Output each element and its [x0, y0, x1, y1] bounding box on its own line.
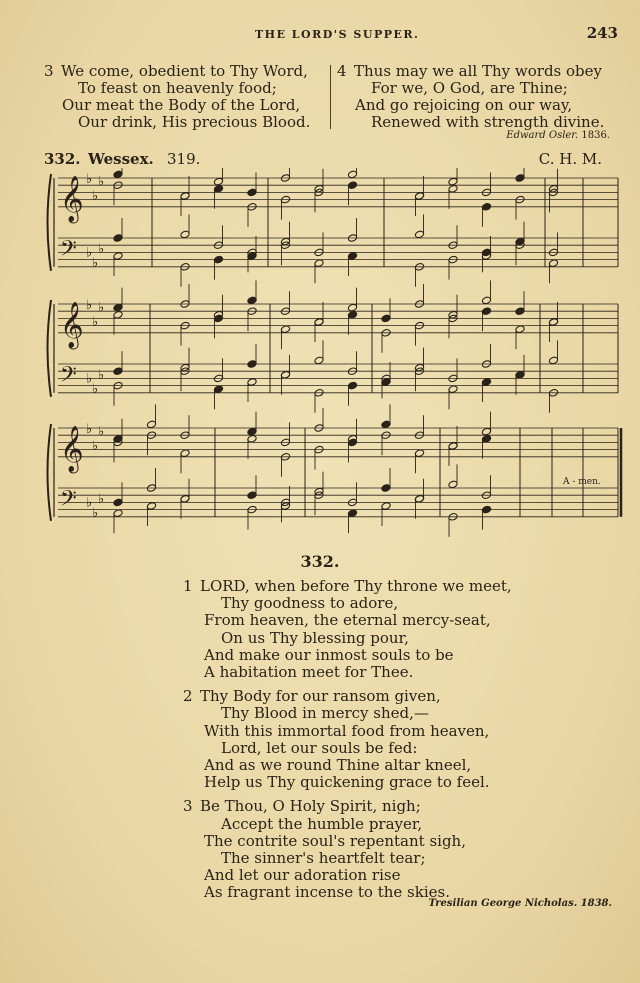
notehead: [247, 188, 257, 197]
running-head: [0, 24, 640, 46]
notehead: [247, 296, 257, 305]
treble-clef: 𝄞: [60, 425, 84, 472]
system-brace: [48, 300, 52, 397]
notehead: [381, 314, 391, 323]
notehead: [381, 420, 391, 429]
notehead: [146, 420, 156, 429]
hymn-line: The sinner's heartfelt tear;: [221, 849, 426, 868]
notehead: [347, 181, 357, 190]
notehead: [280, 325, 290, 334]
notehead: [548, 318, 558, 327]
key-flat: ♭: [98, 367, 105, 383]
stanza-3: [183, 798, 603, 901]
key-flat: ♭: [92, 189, 99, 204]
stanza-number: 2: [183, 687, 193, 706]
notehead: [280, 371, 290, 380]
notehead: [414, 230, 424, 239]
notehead: [314, 356, 324, 365]
bass-clef: 𝄢: [60, 486, 77, 517]
key-flat: ♭: [98, 300, 105, 316]
notehead: [113, 509, 123, 518]
attribution-nicholas: [429, 898, 612, 909]
hymn-line: Lord, let our souls be fed:: [221, 738, 418, 757]
notehead: [180, 192, 190, 201]
column-divider: [330, 65, 331, 129]
notehead: [113, 234, 123, 243]
key-flat: ♭: [86, 245, 93, 261]
tune-number: 332.: [44, 150, 81, 168]
notehead: [213, 177, 223, 186]
verse-line: Thus may we all Thy words obey: [354, 62, 602, 80]
notehead: [481, 378, 491, 387]
notehead: [180, 495, 190, 504]
notehead: [113, 498, 123, 507]
notehead: [448, 177, 458, 186]
hymn-line: LORD, when before Thy throne we meet,: [200, 577, 512, 595]
notehead: [448, 385, 458, 394]
notehead: [180, 230, 190, 239]
notehead: [414, 449, 424, 458]
verse-line: And go rejoicing on our way,: [355, 96, 573, 114]
hymn-line: Help us Thy quickening grace to feel.: [204, 773, 490, 792]
verse-line: For we, O God, are Thine;: [371, 79, 568, 97]
notehead: [347, 170, 357, 179]
notehead: [515, 174, 525, 183]
hymn-line: As fragrant incense to the skies.: [204, 883, 450, 902]
stanza-number: 4: [337, 62, 347, 80]
notehead: [414, 495, 424, 504]
key-flat: ♭: [92, 256, 99, 272]
notehead: [314, 259, 324, 268]
notehead: [548, 356, 558, 365]
notehead: [113, 252, 123, 261]
notehead: [247, 427, 257, 436]
key-flat: ♭: [86, 422, 93, 437]
hymn-line: Accept the humble prayer,: [221, 814, 423, 833]
hymn-line: And make our inmost souls to be: [204, 645, 454, 664]
notehead: [448, 185, 458, 194]
notehead: [381, 484, 391, 493]
stanza-4-previous: [337, 63, 617, 131]
hymn-line: Thy Body for our ransom given,: [200, 687, 441, 706]
notehead: [347, 381, 357, 390]
composer: C. H. M.: [538, 150, 602, 168]
hymn-line: And as we round Thine altar kneel,: [204, 756, 472, 775]
attribution-year: 1836.: [581, 130, 610, 141]
notehead: [481, 435, 491, 444]
notehead: [347, 509, 357, 518]
treble-clef: 𝄞: [60, 175, 84, 222]
stanza-1: [183, 578, 603, 681]
notehead: [113, 170, 123, 179]
notehead: [481, 307, 491, 316]
key-flat: ♭: [98, 241, 105, 257]
key-flat: ♭: [98, 491, 105, 507]
notehead: [247, 378, 257, 387]
notehead: [381, 502, 391, 511]
notehead: [448, 442, 458, 451]
notehead: [481, 427, 491, 436]
hymn-line: A habitation meet for Thee.: [204, 663, 414, 682]
key-flat: ♭: [86, 172, 93, 187]
key-flat: ♭: [86, 298, 93, 313]
stanza-2: [183, 688, 603, 791]
hymn-line: Be Thou, O Holy Spirit, nigh;: [200, 797, 421, 816]
notehead: [113, 303, 123, 312]
running-title: THE LORD'S SUPPER.: [255, 28, 420, 41]
notehead: [247, 435, 257, 444]
notehead: [213, 314, 223, 323]
notehead: [515, 325, 525, 334]
treble-clef: 𝄞: [60, 301, 84, 348]
notehead: [481, 505, 491, 514]
page-number: 243: [586, 24, 618, 42]
notehead: [213, 185, 223, 194]
notehead: [247, 360, 257, 369]
hymn-text: [183, 578, 603, 909]
verse-line: We come, obedient to Thy Word,: [61, 62, 308, 80]
key-flat: ♭: [86, 371, 93, 387]
notehead: [548, 259, 558, 268]
hymn-line: With this immortal food from heaven,: [204, 721, 490, 740]
notehead: [314, 318, 324, 327]
tune-heading: [0, 150, 640, 170]
hymn-line: And let our adoration rise: [204, 866, 401, 885]
attribution-osler: [506, 130, 610, 141]
verse-line: Our meat the Body of the Lord,: [62, 96, 301, 114]
hymn-line: Thy goodness to adore,: [221, 594, 399, 613]
hymn-number: 332.: [300, 552, 340, 571]
notehead: [515, 307, 525, 316]
key-flat: ♭: [92, 506, 99, 522]
bass-clef: 𝄢: [60, 236, 77, 267]
key-flat: ♭: [92, 439, 99, 454]
key-flat: ♭: [92, 315, 99, 330]
hymn-line: On us Thy blessing pour,: [221, 628, 409, 647]
stanza-number: 1: [183, 577, 193, 595]
notehead: [481, 248, 491, 257]
attribution-year: 1838.: [580, 898, 612, 909]
notehead: [213, 255, 223, 264]
verse-line: Renewed with strength divine.: [371, 113, 605, 131]
score-systems: [48, 168, 622, 537]
hymn-line: From heaven, the eternal mercy-seat,: [204, 611, 491, 630]
stanza-3-previous: [44, 63, 329, 131]
tune-name: Wessex.: [88, 150, 154, 168]
bass-clef: 𝄢: [60, 362, 77, 393]
key-flat: ♭: [86, 495, 93, 511]
notehead: [347, 252, 357, 261]
stanza-number: 3: [183, 797, 193, 816]
stanza-number: 3: [44, 62, 54, 80]
key-flat: ♭: [98, 424, 105, 440]
hymn-line: Thy Blood in mercy shed,—: [221, 704, 429, 723]
key-flat: ♭: [92, 382, 99, 398]
key-flat: ♭: [98, 174, 105, 190]
music-score: [0, 168, 640, 548]
notehead: [414, 192, 424, 201]
system-brace: [48, 424, 52, 521]
verse-line: Our drink, His precious Blood.: [78, 113, 311, 131]
notehead: [347, 438, 357, 447]
notehead: [481, 296, 491, 305]
notehead: [247, 491, 257, 500]
system-brace: [48, 174, 52, 271]
notehead: [113, 367, 123, 376]
attribution-author: Edward Osler.: [506, 130, 579, 141]
verse-line: To feast on heavenly food;: [78, 79, 277, 97]
tune-reference: 319.: [167, 150, 201, 168]
notehead: [448, 480, 458, 489]
notehead: [180, 449, 190, 458]
hymn-line: The contrite soul's repentant sigh,: [204, 831, 466, 850]
notehead: [481, 203, 491, 212]
notehead: [347, 303, 357, 312]
notehead: [347, 311, 357, 320]
notehead: [213, 385, 223, 394]
notehead: [146, 502, 156, 511]
notehead: [113, 311, 123, 320]
amen-lyric: A - men.: [563, 477, 601, 487]
attribution-author: Tresilian George Nicholas.: [428, 898, 578, 909]
